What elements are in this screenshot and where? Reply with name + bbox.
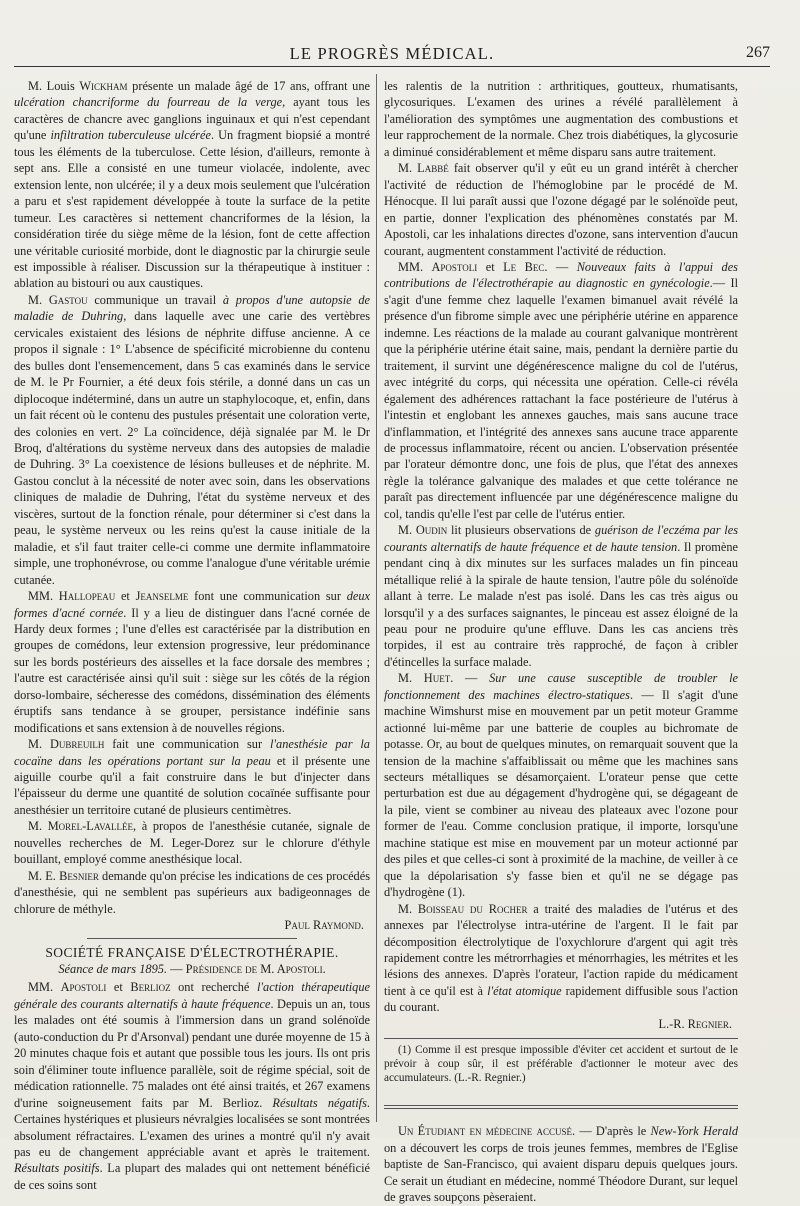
text: — D'après le bbox=[575, 1124, 651, 1139]
topic-title: Nouveaux faits à l'appui des contributions de l'électrothérapie au diagnostic en gynécologie bbox=[384, 259, 738, 291]
paragraph-apostoli-le-bec bbox=[384, 259, 738, 522]
text: M. bbox=[398, 161, 418, 176]
column-divider bbox=[376, 74, 377, 1122]
topic-title: ulcération chancriforme du fourreau de la verge bbox=[14, 95, 283, 110]
topic-title: à propos d'une autopsie de maladie de Duhring bbox=[14, 292, 370, 324]
session-date: Séance de mars 1895. bbox=[58, 962, 168, 977]
session-line bbox=[14, 961, 370, 977]
text: fait observer qu'il y eût eu un grand intérêt à chercher l'activité de réduction de l'hémoglobine par le procédé de M. Hénocque. Il lui paraît aussi que l'ozone dégagé par le solénoïde peut, en partie, donner l'explication des phénomènes constatés par M. Apostoli, car les inhalations directes d'ozone, sans intervention d'aucun courant, augmentent constamment l'activité de réduction. bbox=[384, 161, 738, 258]
text: M. Louis bbox=[28, 79, 80, 93]
paragraph-continuation: les ralentis de la nutrition : arthritiques, goutteux, rhumatisants, glycosuriques. L'examen des urines a révélé parallèlement à l'amélioration des symptômes une augmentation des combustions et leur rapprochement de la normale. Chez trois diabétiques, la glycosurie a diminué considérablement et même disparu sans autre traitement. bbox=[384, 79, 738, 159]
text: . Depuis un an, tous les malades ont été soumis à l'immersion dans un grand solénoïde (auto-conduction du Pr d'Arsonval) pendant une durée moyenne de 15 à 20 minutes chaque fois et autant que possible tous les jours. Ils ont pris soin d'éliminer toute influence parallèle, soit de régime spécial, soit de médication rationnelle. 75 malades ont été ainsi traités, et 267 examens d'urine soigneusement faits par M. Berlioz. bbox=[14, 996, 370, 1110]
topic-title: l'anesthésie par la cocaïne dans les opérations portant sur la peau bbox=[14, 737, 370, 768]
footnote: (1) Comme il est presque impossible d'éviter cet accident et surtout de le prévoir à coup sûr, il est préférable d'actionner le moteur avec des accumulateurs. (L.-R. Regnier.) bbox=[384, 1044, 738, 1085]
author-name: Le Bec bbox=[503, 259, 545, 274]
text: et bbox=[106, 980, 131, 995]
text: on a découvert les corps de trois jeunes femmes, membres de l'Eglise baptiste de San-Francisco, qui avaient disparu depuis quelques jours. Ce serait un étudiant en médecine, nommé Théodore Durant, sur lequel de graves soupçons pèseraient. bbox=[384, 1140, 738, 1205]
topic-title: infiltration tuberculeuse ulcérée bbox=[50, 128, 211, 143]
text: . — bbox=[544, 259, 577, 274]
paragraph-morel-lavallee bbox=[14, 818, 370, 867]
result-label: Résultats positifs bbox=[14, 1161, 100, 1176]
author-name: Hallopeau bbox=[58, 589, 116, 604]
author-name: Berlioz bbox=[130, 980, 171, 995]
author-name: Dubreuilh bbox=[49, 737, 105, 752]
news-item bbox=[384, 1123, 738, 1205]
session-presidency: Présidence de M. Apostoli. bbox=[185, 962, 326, 977]
paragraph-wickham bbox=[14, 78, 370, 292]
text: . Un fragment biopsié a montré tous les éléments de la tuberculose. Cette lésion, d'ailleurs, remonte à sept ans. Elle a consisté en une tumeur violacée, indolente, avec extension lente, non ulcérée; il y a deux mois seulement que l'ulcération a paru et s'est rapidement développée à toute la surface de la petite tumeur. Les caractères si nettement chancriformes de la lésion, la considération tirée du siège même de la lésion, font de cette affection une véritable curiosité morbide, dont le diagnostic par la chirurgie seule est impossible à réaliser. Discussion sur la thérapeutique à instituer : ablation au bistouri ou aux caustiques. bbox=[14, 128, 370, 291]
text: , dans laquelle avec une carie des vertèbres cervicales existaient des lésions de néphrite diffuse ancienne. A ce propos il signale : 1° L'absence de spécificité microbienne du contenu des bulles dont l'ensemencement, dans 5 cas examinés dans le service de M. le Pr Fournier, a été deux fois stérile, a donné dans un cas un diplocoque indéterminé, dans un autre un staphylocoque, et, enfin, dans un fait récent où le contenu des pustules présentait une coloration verte, des colonies en vert. 2° La coïncidence, déjà signalée par M. le Dr Broq, d'altérations du système nerveux dans des autopsies de maladie de Duhring. 3° La coexistence de lésions bulleuses et de néphrite. M. Gastou conclut à la nécessité de noter avec soin, dans les observations cliniques de maladie de Duhring, l'état du système nerveux et des viscères, surtout de la fonction rénale, pour déterminer si c'est dans la peau, le système nerveux ou les reins qu'est la cause initiale de la maladie, et s'il faut traiter celle-ci comme une dermite inflammatoire simple, une trophonévrose, ou comme l'analogue d'une véritable urémie cutanée. bbox=[14, 309, 370, 587]
topic-title: guérison de l'eczéma par les courants alternatifs de haute fréquence et de haute tension bbox=[384, 523, 738, 554]
text: . — Il s'agit d'une machine Wimshurst mise en mouvement par un petit moteur Gramme actionné lui-même par une batterie de couples au bichromate de potasse. Or, au bout de quelques minutes, on remarquait souvent que la tension de la machine s'affaiblissait ou même que les machines sans secteurs métalliques se désamorçaient. L'orateur pense que cette perturbation est due au dégagement d'hydrogène qui, se dégageant de la pile, vient se combiner au niveau des plateaux avec l'ozone pour former de l'eau. Comme conclusion pratique, il importe, lorsqu'une machine statique est mise en mouvement par un moteur actionné par des piles et que celles-ci sont à proximité de la machine, de veiller à ce que la dépolarisation s'y fasse bien et qu'il ne se dégage pas d'hydrogène (1). bbox=[384, 687, 738, 900]
text: MM. bbox=[28, 980, 61, 995]
result-label: Résultats négatifs bbox=[272, 1095, 367, 1110]
text: . Certaines hystériques et plusieurs névralgies localisées se sont montrées absolument réfractaires. L'examen des urines a montré qu'il n'y avait pas eu de changement appréciable avant et après le traitement. bbox=[14, 1095, 370, 1159]
paragraph-huet bbox=[384, 670, 738, 900]
text: communique un travail bbox=[87, 292, 223, 307]
text: présente un malade âgé de 17 ans, offrant une bbox=[127, 79, 370, 93]
topic-title: l'action thérapeutique générale des courants alternatifs à haute fréquence bbox=[14, 980, 370, 1011]
text: . La plupart des malades qui ont nettement bénéficié de ces soins sont bbox=[14, 1161, 370, 1192]
author-name: Boisseau du Rocher bbox=[417, 901, 528, 916]
paragraph-dubreuilh bbox=[14, 736, 370, 818]
text: M. bbox=[398, 523, 416, 538]
text: , ayant tous les caractères de chancre avec ganglions inguinaux et qui n'est cependant qu'une bbox=[14, 95, 370, 143]
text: rapidement diffusible sous l'action du courant. bbox=[384, 983, 739, 1015]
signature-raymond: Paul Raymond. bbox=[284, 918, 364, 933]
text: et bbox=[115, 589, 136, 604]
paragraph-besnier bbox=[14, 868, 370, 917]
text: M. bbox=[398, 671, 424, 686]
page-number: 267 bbox=[746, 44, 770, 61]
topic-title: Sur une cause susceptible de troubler le fonctionnement des machines électro-statiques bbox=[384, 671, 738, 702]
left-column bbox=[14, 78, 370, 1193]
text: . — bbox=[450, 671, 490, 686]
author-name: Apostoli bbox=[60, 980, 107, 995]
news-headline: Un Étudiant en médecine accusé. bbox=[398, 1124, 576, 1139]
topic-title: deux formes d'acné cornée bbox=[14, 589, 370, 620]
signature-regnier: L.-R. Regnier. bbox=[658, 1016, 732, 1031]
text: et bbox=[477, 259, 504, 274]
text: M. bbox=[28, 292, 49, 307]
paragraph-boisseau bbox=[384, 901, 738, 1016]
news-separator bbox=[384, 1105, 738, 1111]
text: MM. bbox=[398, 259, 432, 274]
author-name: Gastou bbox=[48, 292, 88, 307]
text: M. bbox=[28, 737, 50, 752]
paragraph-apostoli-berlioz bbox=[14, 979, 370, 1193]
author-name: Huet bbox=[423, 671, 451, 686]
right-column bbox=[384, 78, 738, 1206]
paragraph-gastou bbox=[14, 292, 370, 588]
text: — bbox=[167, 962, 186, 977]
section-rule bbox=[87, 938, 297, 939]
text: .— Il s'agit d'une femme chez laquelle l'examen bimanuel avait révélé la présence d'un fibrome simple avec une périphérie utérine en apparence indemne. Les réactions de la malade au courant galvanique montrèrent que la périphérie utérine était saine, mais, pendant la dernière partie du traitement, il survint une dégénérescence maligne du col de l'utérus, avec intégrité du corps, qui nécessita une opération. Celle-ci révéla également des adhérences rattachant la face postérieure de l'utérus à l'intestin et englobant les annexes gauches, mais sans aucune trace d'inflammation, et l'intégrité des annexes sans aucune trace apparente de processus inflammatoire, récent ou ancien. L'observation présentée par l'orateur démontre donc, une fois de plus, que l'état des annexes règle la tolérance galvanique des malades et que cette tolérance ne paraît pas directement influencée par une dégénérescence maligne du col, tandis qu'elle l'est par celle de l'utérus entier. bbox=[384, 276, 738, 521]
paragraph-hallopeau bbox=[14, 588, 370, 736]
paragraph-labbe bbox=[384, 160, 738, 259]
text: M. bbox=[28, 819, 48, 834]
text: ont recherché bbox=[170, 980, 257, 995]
header-rule bbox=[14, 66, 770, 67]
paragraph-oudin bbox=[384, 522, 738, 670]
journal-title: LE PROGRÈS MÉDICAL. bbox=[289, 44, 495, 63]
text: lit plusieurs observations de bbox=[447, 523, 595, 538]
text: a traité des maladies de l'utérus et des annexes par l'électrolyse intra-utérine de l'argent. Il le fait par décomposition électrolytique de l'oxychlorure d'argent qui agit très rapidement contre les métrorrhagies et ménorrhagies, les métrites et les lésions des annexes. D'après l'orateur, l'action rapide du médicament tient à ce qu'il est à bbox=[384, 901, 738, 998]
topic-title: l'état atomique bbox=[487, 983, 562, 998]
text: M. bbox=[398, 901, 418, 916]
section-title: SOCIÉTÉ FRANÇAISE D'ÉLECTROTHÉRAPIE. bbox=[45, 944, 339, 960]
page-header bbox=[14, 44, 770, 66]
text: font une communication sur bbox=[188, 589, 347, 604]
text: MM. bbox=[28, 589, 59, 604]
text: . Il y a lieu de distinguer dans l'acné cornée de Hardy deux formes ; l'une d'elles est caractérisée par la distribution en groupes de comédons, leur extension progressive, leur prédominance sur les bords postérieurs des aisselles et la face dorsale des membres ; l'autre est caractérisée ainsi qu'il suit : siège sur les côtés de la région dorso-lombaire, sécheresse des comédons, dissémination des éléments éruptifs sans tendance à se grouper, persistance indéfinie sans modifications et sans extension à de nouvelles régions. bbox=[14, 605, 370, 735]
text: M. E. bbox=[28, 868, 60, 883]
footnote-rule bbox=[384, 1038, 738, 1039]
author-name: Apostoli bbox=[431, 259, 478, 274]
text: fait une communication sur bbox=[104, 737, 270, 752]
author-name: Besnier bbox=[59, 868, 99, 883]
text: et il présente une aiguille courbe qu'il a fait construire dans le but d'injecter dans l'épaisseur du derme une quantité de solution cocaïnée suffisante pour anesthésier un territoire cutané de plusieurs centimètres. bbox=[14, 753, 370, 817]
author-name: Oudin bbox=[415, 523, 448, 538]
author-name: Jeanselme bbox=[135, 589, 189, 604]
author-name: Labbé bbox=[417, 161, 449, 176]
text: . Il promène pendant cinq à dix minutes sur les surfaces malades un fin pinceau métallique relié à la spirale de haute tension, l'autre pôle du solénoïde allant à terre. Le malade n'est pas isolé. Dans les cas très aigus ou lorsqu'il y a des surfaces saignantes, le pinceau est assez éloigné de la peau pour ne produire qu'une effluve. Dans les cas anciens très torpides, il est au contraire très rapproché, de façon à cribler d'étincelles la surface malade. bbox=[384, 539, 738, 669]
author-name: Morel-Lavallée bbox=[47, 819, 133, 834]
text: , à propos de l'anesthésie cutanée, signale de nouvelles recherches de M. Leger-Dorez sur le chlorure d'éthyle bouillant, employé comme anesthésique local. bbox=[14, 819, 371, 867]
text: demande qu'on précise les indications de ces procédés d'anesthésie, qui ne semblent pas supérieurs aux badigeonnages de chlorure de méthyle. bbox=[14, 868, 371, 916]
newspaper-name: New-York Herald bbox=[650, 1124, 738, 1139]
author-name: Wickham bbox=[79, 79, 128, 93]
